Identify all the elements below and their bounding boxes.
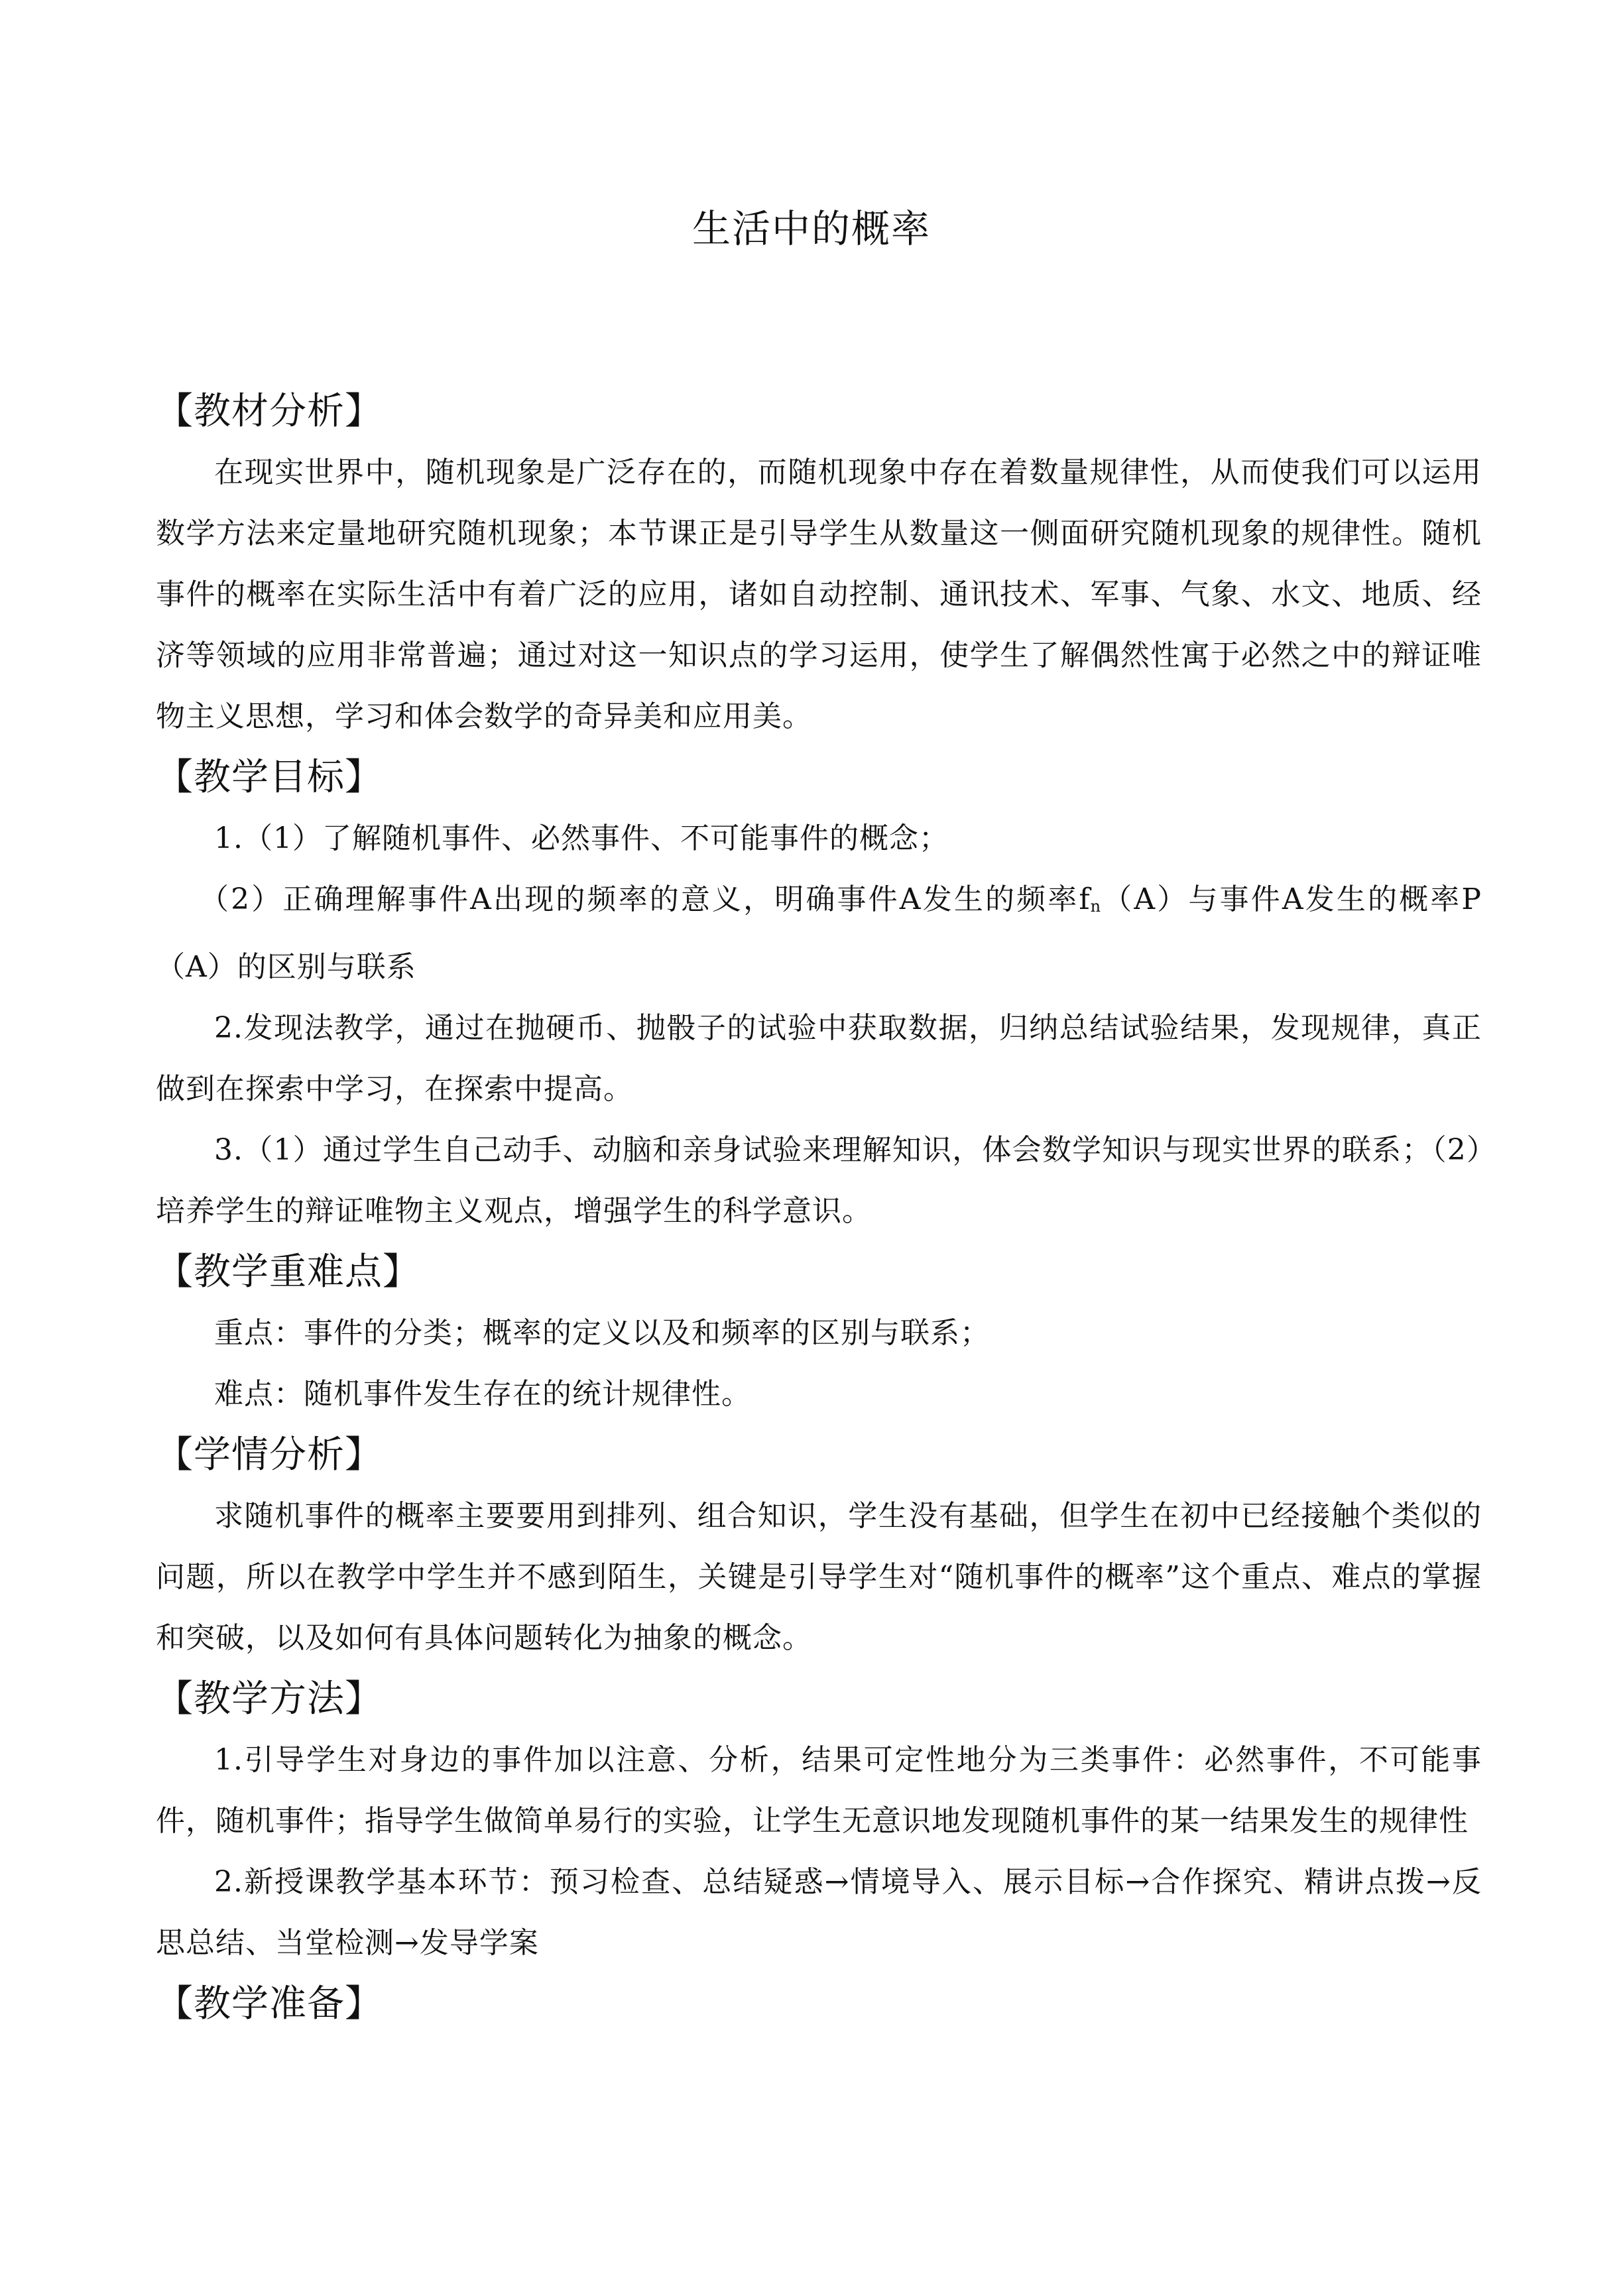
section-teaching-goals: [156, 747, 1482, 1242]
section-heading: 【教学目标】: [156, 756, 383, 799]
goal-2-suffix: （A）与事件A发生的概率P（A）的区别与联系: [156, 882, 1482, 984]
paragraph: 3.（1）通过学生自己动手、动脑和亲身试验来理解知识，体会数学知识与现实世界的联系；（2）培养学生的辩证唯物主义观点，增强学生的科学意识。: [156, 1133, 1482, 1228]
section-heading: 【教学方法】: [156, 1677, 383, 1721]
section-heading: 【教学准备】: [156, 1982, 383, 2025]
paragraph: 2.发现法教学，通过在抛硬币、抛骰子的试验中获取数据，归纳总结试验结果，发现规律，真正做到在探索中学习，在探索中提高。: [156, 1011, 1482, 1106]
paragraph: 2.新授课教学基本环节：预习检查、总结疑惑→情境导入、展示目标→合作探究、精讲点拨→反思总结、当堂检测→发导学案: [156, 1865, 1482, 1960]
goal-2-prefix: （2）正确理解事件A出现的频率的意义，明确事件A发生的频率f: [200, 882, 1091, 916]
section-teaching-methods: [156, 1669, 1482, 1974]
document-title: 生活中的概率: [691, 206, 931, 251]
section-student-analysis: [156, 1425, 1482, 1669]
section-heading: 【学情分析】: [156, 1433, 383, 1477]
paragraph: 求随机事件的概率主要要用到排列、组合知识，学生没有基础，但学生在初中已经接触个类似的问题，所以在教学中学生并不感到陌生，关键是引导学生对“随机事件的概率”这个重点、难点的掌握和突破，以及如何有具体问题转化为抽象的概念。: [156, 1499, 1482, 1655]
paragraph: 在现实世界中，随机现象是广泛存在的，而随机现象中存在着数量规律性，从而使我们可以运用数学方法来定量地研究随机现象；本节课正是引导学生从数量这一侧面研究随机现象的规律性。随机事件的概率在实际生活中有着广泛的应用，诸如自动控制、通讯技术、军事、气象、水文、地质、经济等领域的应用非常普遍；通过对这一知识点的学习运用，使学生了解偶然性寓于必然之中的辩证唯物主义思想，学习和体会数学的奇异美和应用美。: [156, 455, 1482, 733]
section-teaching-preparation: [156, 1974, 1482, 2035]
section-textbook-analysis: [156, 381, 1482, 747]
frequency-subscript: n: [1090, 897, 1102, 916]
paragraph: 1.（1）了解随机事件、必然事件、不可能事件的概念；: [214, 821, 949, 855]
paragraph: 重点：事件的分类；概率的定义以及和频率的区别与联系；: [214, 1316, 990, 1350]
paragraph-goal-2: [156, 869, 1482, 998]
paragraph: 难点：随机事件发生存在的统计规律性。: [214, 1377, 751, 1411]
section-heading: 【教材分析】: [156, 390, 383, 433]
document-body: [156, 381, 1482, 2035]
section-heading: 【教学重难点】: [156, 1250, 420, 1294]
paragraph: 1.引导学生对身边的事件加以注意、分析，结果可定性地分为三类事件：必然事件，不可能事件，随机事件；指导学生做简单易行的实验，让学生无意识地发现随机事件的某一结果发生的规律性: [156, 1743, 1482, 1838]
section-key-points: [156, 1242, 1482, 1425]
